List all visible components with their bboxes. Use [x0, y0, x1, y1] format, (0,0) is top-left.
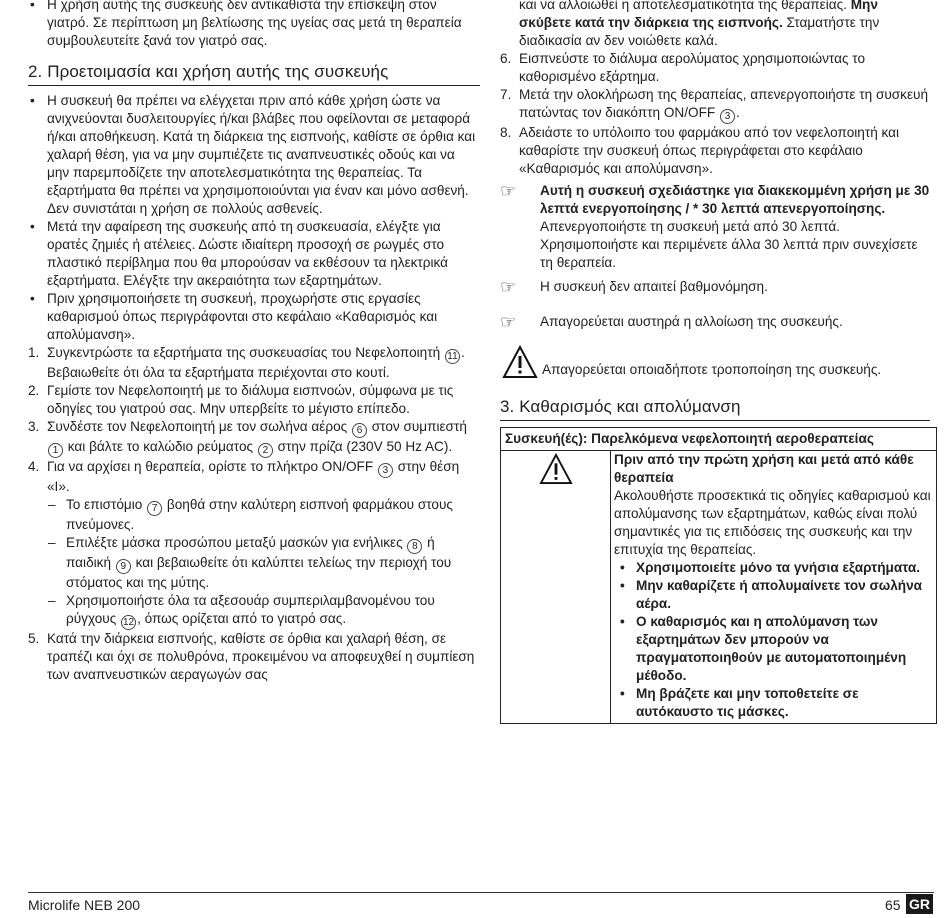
list-item: • Η συσκευή θα πρέπει να ελέγχεται πριν από κάθε χρήση ώστε να ανιχνεύονται δυσλειτουργίες ή/και βλάβες που οφείλονται σε μεταφορά ή/και αποθήκευση. Κατά τη διάρκεια της εισπνοής, καθίστε σε όρθια και χαλαρή θέση, για να μην συμπιέζετε τις αναπνευστικές οδούς και να μην παρεμποδίζετε την αποτελεσματικότητα της θεραπείας. Τα εξαρτήματα θα πρέπει να χρησιμοποιούνται για έναν και μόνο ασθενή. Δεν συνιστάται η χρήση σε πολλούς ασθενείς. — [28, 92, 480, 218]
table-header-row — [501, 428, 937, 451]
note-item: ☞ Απαγορεύεται αυστηρά η αλλοίωση της συσκευής. — [500, 312, 843, 332]
right-column — [500, 0, 930, 724]
callout-number: 2 — [258, 443, 273, 458]
callout-number: 11 — [445, 349, 460, 364]
table-header: Συσκευή(ές): Παρελκόμενα νεφελοποιητή αεροθεραπείας — [501, 428, 937, 451]
table-row — [501, 451, 937, 724]
warning-triangle-icon — [539, 453, 573, 485]
step-item: 2. Γεμίστε τον Νεφελοποιητή με το διάλυμα εισπνοών, σύμφωνα με τις οδηγίες του γιατρού σας. Μην υπερβείτε το μέγιστο επίπεδο. — [28, 383, 454, 416]
note-item: ☞ Αυτή η συσκευή σχεδιάστηκε για διακεκομμένη χρήση με 30 λεπτά ενεργοποίησης / * 30 λεπτά απενεργοποίησης. Απενεργοποιήστε τη συσκευή μετά από 30 λεπτά. Χρησιμοποιήστε και περιμένετε άλλα 30 λεπτά πριν συνεχίσετε τη θεραπεία. — [500, 181, 930, 270]
cleaning-table — [500, 427, 937, 724]
callout-number: 7 — [147, 501, 162, 516]
sub-item: – Το επιστόμιο 7 βοηθά στην καλύτερη εισπνοή φαρμάκου στους πνεύμονες. — [28, 496, 480, 534]
note-item: ☞ Η συσκευή δεν απαιτεί βαθμονόμηση. — [500, 277, 768, 297]
language-badge: GR — [906, 894, 933, 914]
table-text-cell: Πριν από την πρώτη χρήση και μετά από κάθε θεραπεία Ακολουθήστε προσεκτικά τις οδηγίες καθαρισμού και απολύμανσης των εξαρτημάτων, καθώς είναι πολύ σημαντικές για τις επιδόσεις της συσκευής και την επιτυχία της θεραπείας. • Χρησιμοποιείτε μόνο τα γνήσια εξαρτήματα. • Μην καθαρίζετε ή απολυμαίνετε τον σωλήνα αέρα. • Ο καθαρισμός και η απολύμανση των εξαρτημάτων δεν μπορούν να πραγματοποιηθούν με αυτοματοποιημένη μέθοδο. • Μη βράζετε και μην τοποθετείτε σε αυτόκαυστο τις μάσκες. — [611, 451, 937, 724]
section-heading: 2. Προετοιμασία και χρήση αυτής της συσκευής — [28, 62, 480, 86]
warning-triangle-icon — [502, 345, 538, 379]
table-icon-cell — [501, 451, 611, 724]
warning-item: Απαγορεύεται οποιαδήποτε τροποποίηση της συσκευής. — [500, 347, 930, 383]
pointing-hand-icon: ☞ — [500, 277, 517, 297]
callout-number: 1 — [48, 443, 63, 458]
callout-number: 3 — [378, 463, 393, 478]
list-item: • Ο καθαρισμός και η απολύμανση των εξαρτημάτων δεν μπορούν να πραγματοποιηθούν με αυτοματοποιημένη μέθοδο. — [614, 613, 934, 685]
section-heading: 3. Καθαρισμός και απολύμανση — [500, 397, 930, 421]
pointing-hand-icon: ☞ — [500, 181, 517, 201]
list-item: • Μετά την αφαίρεση της συσκευής από τη συσκευασία, ελέγξτε για ορατές ζημιές ή ατέλειες. Δώστε ιδιαίτερη προσοχή σε ρωγμές στο πλαστικό περίβλημα που θα μπορούσαν να εκθέσουν τα ηλεκτρικά εξαρτήματα. Ελέγξτε την ακεραιότητα των εξαρτημάτων. — [28, 218, 480, 290]
left-column — [28, 0, 480, 684]
callout-number: 8 — [407, 539, 422, 554]
page-number: 65 — [885, 897, 901, 913]
pointing-hand-icon: ☞ — [500, 312, 517, 332]
sub-item: – Χρησιμοποιήστε όλα τα αξεσουάρ συμπεριλαμβανομένου του ρύγχους 12 , όπως ορίζεται από το γιατρό σας. — [28, 592, 480, 630]
callout-number: 12 — [123, 617, 135, 628]
list-item: • Μην καθαρίζετε ή απολυμαίνετε τον σωλήνα αέρα. — [614, 577, 934, 613]
footer-product-name: Microlife NEB 200 — [28, 897, 141, 913]
callout-number: 3 — [720, 109, 735, 124]
step-item: 1. Συγκεντρώστε τα εξαρτήματα της συσκευασίας του Νεφελοποιητή 11 . Βεβαιωθείτε ότι όλα τα εξαρτήματα περιέχονται στο κουτί. — [28, 345, 465, 380]
list-item: • Πριν χρησιμοποιήσετε τη συσκευή, προχωρήστε στις εργασίες καθαρισμού όπως περιγράφονται στο κεφάλαιο «Καθαρισμός και απολύμανση». — [28, 290, 480, 344]
list-item: • Μη βράζετε και μην τοποθετείτε σε αυτόκαυστο τις μάσκες. — [614, 685, 934, 721]
step-item: 4. Για να αρχίσει η θεραπεία, ορίστε το πλήκτρο ON/OFF 3 στην θέση «I». — [28, 459, 460, 494]
step-item: 3. Συνδέστε τον Νεφελοποιητή με τον σωλήνα αέρος 6 στον συμπιεστή 1 και βάλτε το καλώδιο ρεύματος 2 στην πρίζα (230V 50 Hz AC). — [28, 419, 467, 456]
step-item: 7. Μετά την ολοκλήρωση της θεραπείας, απενεργοποιήστε τη συσκευή πατώντας τον διακόπτη ON/OFF 3 . — [500, 87, 929, 122]
step-continuation: και να αλλοιωθεί η αποτελεσματικότητα της θεραπείας. Μην σκύβετε κατά την διάρκεια της εισπνοής. Σταματήστε την διαδικασία αν δεν νοιώθετε καλά. — [519, 0, 880, 48]
step-item: 5. Κατά την διάρκεια εισπνοής, καθίστε σε όρθια και χαλαρή θέση, σε τραπέζι και όχι σε πολυθρόνα, προκειμένου να αποφευχθεί η συμπίεση των αναπνευστικών αεραγωγών σας — [28, 631, 475, 682]
footer-divider — [28, 892, 934, 893]
callout-number: 9 — [116, 559, 131, 574]
callout-number: 6 — [352, 423, 367, 438]
list-item: • Χρησιμοποιείτε μόνο τα γνήσια εξαρτήματα. — [614, 559, 934, 577]
list-item: • Η χρήση αυτής της συσκευής δεν αντικαθιστά την επίσκεψη στον γιατρό. Σε περίπτωση μη βελτίωσης της υγείας σας μετά τη θεραπεία συμβουλευτείτε ξανά τον γιατρό σας. — [28, 0, 480, 50]
step-item: 8. Αδειάστε το υπόλοιπο του φαρμάκου από τον νεφελοποιητή και καθαρίστε την συσκευή όπως περιγράφεται στο κεφάλαιο «Καθαρισμός και απολύμανση». — [500, 125, 900, 176]
step-item: 6. Εισπνεύστε το διάλυμα αερολύματος χρησιμοποιώντας το καθορισμένο εξάρτημα. — [500, 51, 866, 84]
sub-item: – Επιλέξτε μάσκα προσώπου μεταξύ μασκών για ενήλικες 8 ή παιδική 9 και βεβαιωθείτε ότι καλύπτει τελείως την περιοχή του στόματος και της μύτης. — [28, 534, 480, 592]
